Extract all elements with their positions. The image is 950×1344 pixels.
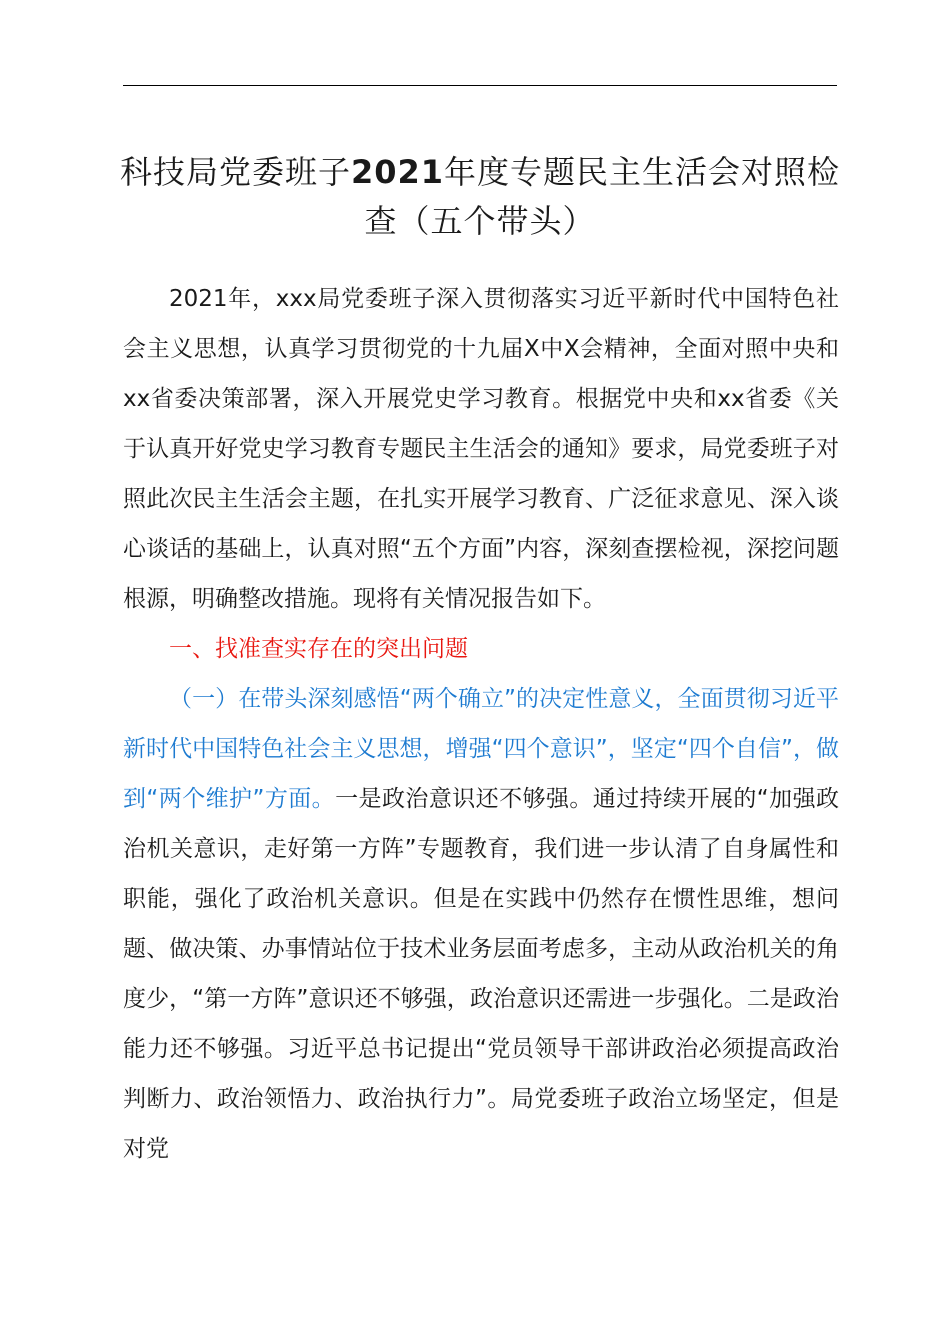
intro-paragraph: 2021年，xxx局党委班子深入贯彻落实习近平新时代中国特色社会主义思想，认真学习贯彻党的十九届X中X会精神，全面对照中央和xx省委决策部署，深入开展党史学习教育。根据党中央和xx省委《关于认真开好党史学习教育专题民主生活会的通知》要求，局党委班子对照此次民主生活会主题，在扎实开展学习教育、广泛征求意见、深入谈心谈话的基础上，认真对照“五个方面”内容，深刻查摆检视，深挖问题根源，明确整改措施。现将有关情况报告如下。 — [123, 286, 839, 612]
document-title — [110, 148, 850, 246]
document-body — [123, 274, 839, 1174]
title-part1: 科技局党委班子 — [119, 153, 351, 191]
subsection-paragraph-1 — [123, 674, 839, 1174]
subsection-body-1: 一是政治意识还不够强。通过持续开展的“加强政治机关意识，走好第一方阵”专题教育，我们进一步认清了自身属性和职能，强化了政治机关意识。但是在实践中仍然存在惯性思维，想问题、做决策、办事情站位于技术业务层面考虑多，主动从政治机关的角度少，“第一方阵”意识还不够强，政治意识还需进一步强化。二是政治能力还不够强。习近平总书记提出“党员领导干部讲政治必须提高政治判断力、政治领悟力、政治执行力”。局党委班子政治立场坚定，但是对党 — [123, 786, 839, 1162]
title-part2: 年度专题民主生活会对照检查（五个带头） — [364, 153, 841, 240]
section-heading-1: 一、找准查实存在的突出问题 — [169, 636, 468, 662]
title-year: 2021 — [350, 153, 445, 191]
subsection-heading-1: （一）在带头深刻感悟“两个确立”的决定性意义，全面贯彻习近平新时代中国特色社会主义思想，增强“四个意识”，坚定“四个自信”，做到“两个维护”方面。 — [123, 686, 839, 812]
header-rule — [123, 85, 837, 86]
